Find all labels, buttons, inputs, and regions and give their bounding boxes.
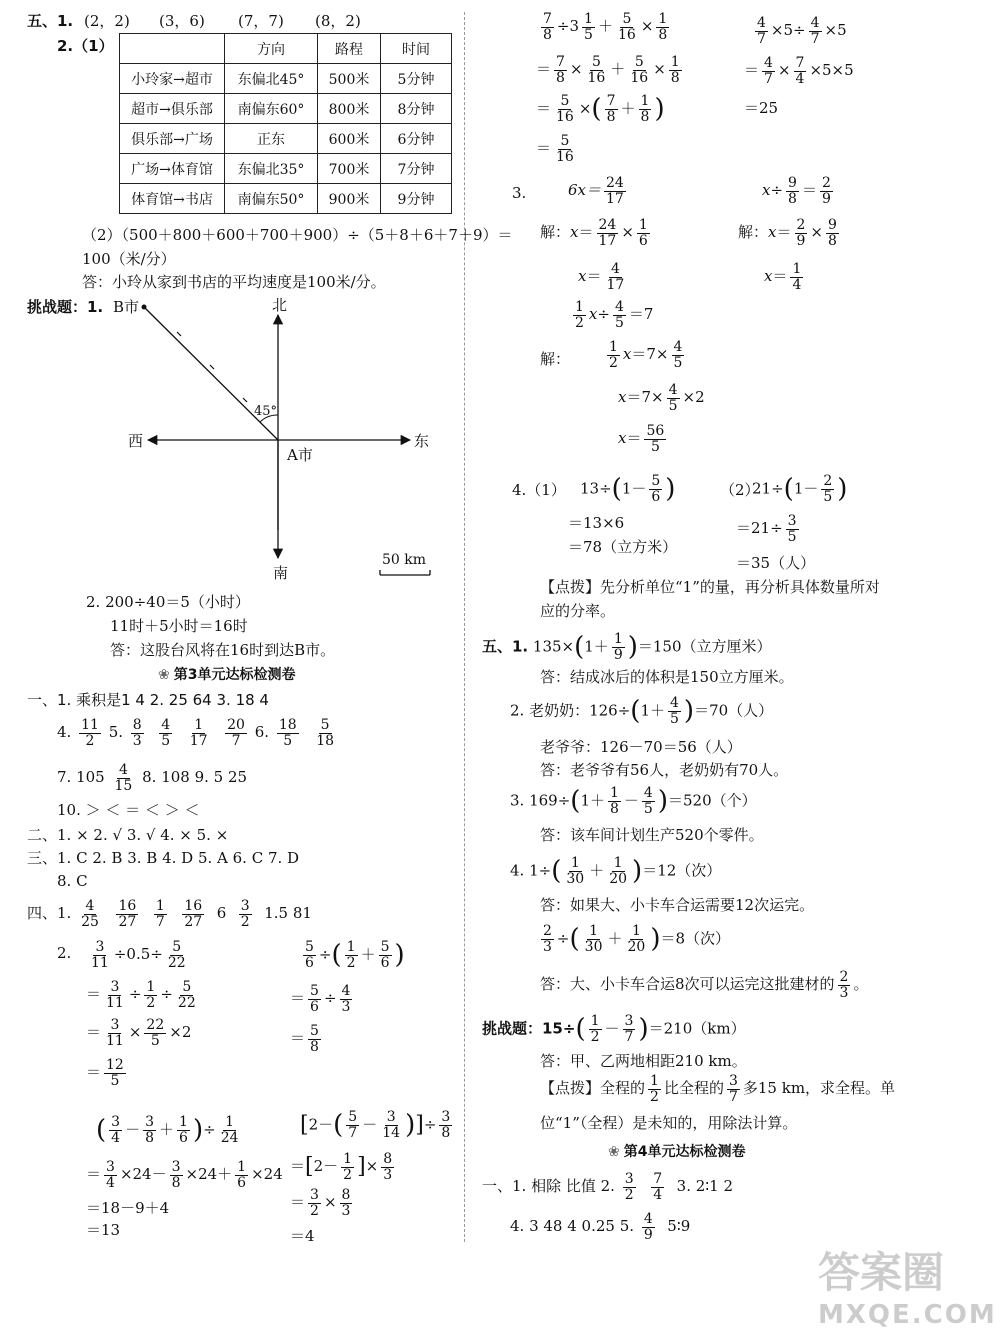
r-s5-2-line2: 老爷爷：126－70＝56（人） [540,738,742,756]
table-cell: 5分钟 [381,64,452,94]
u4-one: 一、1. 相除 比值 2. $\frac{3}{2}$ $\frac{7}{4}$ 3. 2∶1 2 [482,1171,734,1203]
r-q3-label: 3. [512,184,527,202]
result: ＝210（km） [648,1019,746,1038]
table-header-cell [120,34,225,64]
calc-c-line3: ＝18－9＋4 [86,1199,170,1217]
table-cell: 800米 [318,94,381,124]
q7-value: 7. 105 [57,768,105,787]
west-label: 西 [128,432,144,450]
eq1-line3: x＝ $\frac{4}{17}$ [578,261,625,293]
avg-speed-result: 100（米/分） [82,250,176,268]
b-city-point [142,305,147,310]
q-label: 4. [57,723,72,742]
q-text: 5∶9 [667,1217,691,1236]
r-calc-b-line3: ＝25 [744,99,779,117]
eq1-line2: 解：x＝ $\frac{24}{17}$ × $\frac{1}{6}$ [540,217,648,249]
eq3-line4: x＝ $\frac{56}{5}$ [618,423,665,455]
table-cell: 南偏东60° [225,94,318,124]
r-challenge: 挑战题：15÷( $\frac{1}{2}$ － $\frac{3}{7}$ )＝210（km） [482,1013,746,1046]
table-row [120,124,452,154]
u3-one-1: 一、1. 乘积是1 4 2. 25 64 3. 18 4 [27,691,269,709]
unit4-title [608,1144,745,1161]
q-label: 四、1. [27,904,72,923]
table-cell: 9分钟 [381,184,452,214]
result: ＝12（次） [642,861,722,880]
u3-four-1: 四、1. $\frac{4}{25}$ $\frac{16}{27}$ $\frac{1}{7}$ $\frac{16}{27}$ 6 $\frac{3}{2}$ 1.5 81 [27,898,312,930]
table-cell: 小玲家→超市 [120,64,225,94]
calc-a-line1: $\frac{3}{11}$ ÷0.5÷ $\frac{5}{22}$ [91,939,186,971]
table-cell: 正东 [225,124,318,154]
table-cell: 900米 [318,184,381,214]
q-label: 6. [254,723,270,742]
tip2-line2: 位“1”（全程）是未知的，用除法计算。 [540,1114,798,1132]
tip-text: 【点拨】全程的 [540,1079,646,1098]
column-divider [464,12,465,1242]
r-calc-b-line2: ＝ $\frac{4}{7}$ × $\frac{7}{4}$ ×5×5 [744,55,854,87]
result: ＝520（个） [668,791,757,810]
r-s5-4: 4. 1÷( $\frac{1}{30}$ ＋ $\frac{1}{20}$ )＝12（次） [510,855,722,888]
watermark-logo: 答案圈 [818,1248,945,1297]
r-calc-a-line3: ＝ $\frac{5}{16}$ ×( $\frac{7}{8}$ ＋ $\frac{1}{8}$ ) [536,93,665,126]
table-header-cell: 时间 [381,34,452,64]
scale-label: 50 km [382,552,427,568]
r-q4-1-line3: ＝78（立方米） [568,538,678,556]
table-cell: 8分钟 [381,94,452,124]
coord-1: (2，2) [84,12,130,30]
paw-icon: ❀ [158,667,170,683]
path-to-b [144,307,278,440]
east-label: 东 [414,432,430,450]
angle-label: 45° [254,404,278,419]
value: 6 [216,904,227,923]
calc-b-line2: ＝ $\frac{5}{6}$ ÷ $\frac{4}{3}$ [290,983,351,1015]
r-s5-2: 2. 老奶奶：126÷(1＋ $\frac{4}{5}$ )＝70（人） [510,695,774,728]
table-cell: 广场→体育馆 [120,154,225,184]
coord-4: (8，2) [315,12,361,30]
u3-three-1: 三、1. C 2. B 3. B 4. D 5. A 6. C 7. D [27,849,300,867]
calc-c-line4: ＝13 [86,1221,121,1239]
u4-four: 4. 3 48 4 0.25 5. $\frac{4}{9}$ 5∶9 [510,1211,691,1243]
table-cell: 东偏北45° [225,64,318,94]
table-cell: 700米 [318,154,381,184]
result: ＝8（次） [660,929,731,948]
a-city-label: A市 [287,446,313,464]
table-header-cell: 方向 [225,34,318,64]
avg-speed-answer: 答：小玲从家到书店的平均速度是100米/分。 [82,273,386,291]
calc-d-line1: [2－( $\frac{5}{7}$ － $\frac{3}{14}$ )]÷ $\frac{3}{8}$ [300,1109,451,1142]
q-label: 2. 老奶奶：126÷ [510,701,631,720]
q8-9-values: 8. 108 9. 5 25 [142,768,248,787]
r-s5-4b: $\frac{2}{3}$ ÷( $\frac{1}{30}$ ＋ $\frac{1}{20}$ )＝8（次） [543,923,731,956]
calc-b-line1: $\frac{5}{6}$ ÷( $\frac{1}{2}$ ＋ $\frac{5}{6}$ ) [305,939,405,972]
table-cell: 7分钟 [381,154,452,184]
table-cell: 俱乐部→广场 [120,124,225,154]
q-text: 3. 2∶1 2 [676,1177,734,1196]
tip2-line1: 【点拨】全程的 $\frac{1}{2}$ 比全程的 $\frac{3}{7}$ 多15 km，求全程。单 [540,1073,896,1105]
calc-c-line2: ＝ $\frac{3}{4}$ ×24－ $\frac{3}{8}$ ×24＋ $\frac{1}{6}$ ×24 [86,1159,283,1191]
r-s5-3: 3. 169÷(1＋ $\frac{1}{8}$ － $\frac{4}{5}$ )＝520（个） [510,785,757,818]
r-q4-1-line2: ＝13×6 [568,514,625,532]
result: ＝70（人） [694,701,774,720]
solve-label: 解： [540,223,571,242]
watermark-url: MXQE.COM [818,1300,997,1330]
eq3-line1: $\frac{1}{2}$ x÷ $\frac{4}{5}$ ＝7 [575,299,654,331]
table-row [120,94,452,124]
eq2-line3: x＝ $\frac{1}{4}$ [764,261,802,293]
u3-one-10: 10. ＞ ＜ ＝ ＜ ＞ ＜ [57,801,200,819]
table-cell: 南偏东50° [225,184,318,214]
tip-text: 比全程的 [663,1079,724,1098]
eq3-line2: $\frac{1}{2}$ x＝7× $\frac{4}{5}$ [609,339,683,371]
paw-icon: ❀ [608,1144,620,1160]
table-cell: 500米 [318,64,381,94]
r-q4-1-label: 4.（1） [512,481,566,499]
u3-three-2: 8. C [57,872,88,890]
coord-3: (7，7) [238,12,284,30]
tip-text: 多15 km，求全程。单 [742,1079,896,1098]
table-cell: 600米 [318,124,381,154]
table-cell: 超市→俱乐部 [120,94,225,124]
table-cell: 体育馆→书店 [120,184,225,214]
south-label: 南 [273,564,289,582]
typhoon-answer: 答：这股台风将在16时到达B市。 [110,641,336,659]
r-calc-a-line4: ＝ $\frac{5}{16}$ [536,133,574,165]
typhoon-eq: 2. 200÷40＝5（小时） [86,593,250,611]
coord-2: (3，6) [159,12,205,30]
s5-q1-label: 五、1. [27,12,74,30]
q-label: 五、1. [482,637,529,656]
q-text: 4. 3 48 4 0.25 5. [510,1217,635,1236]
eq3-line3: x＝7× $\frac{4}{5}$ ×2 [618,382,705,414]
calc-c-line1: ( $\frac{3}{4}$ － $\frac{3}{8}$ ＋ $\frac{1}{6}$ )÷ $\frac{1}{24}$ [96,1114,239,1147]
scale-ticks [177,332,247,402]
unit3-title [158,667,295,684]
r-s5-4b-answer: 答：大、小卡车合运8次可以运完这批建材的 $\frac{2}{3}$ 。 [540,969,869,1001]
r-q4-2-line2: ＝21÷ $\frac{3}{5}$ [736,513,797,545]
value: 1.5 81 [264,904,312,923]
q-label: 5. [108,723,124,742]
compass-diagram [120,290,440,590]
tip1-line1: 【点拨】先分析单位“1”的量，再分析具体数量所对 [540,578,880,596]
eq1-line1: 6x＝ $\frac{24}{17}$ [568,175,624,207]
r-s5-2-answer: 答：老爷爷有56人，老奶奶有70人。 [540,761,789,779]
r-calc-b-line1: $\frac{4}{7}$ ×5÷ $\frac{4}{7}$ ×5 [757,15,847,47]
table-cell: 东偏北35° [225,154,318,184]
b-city-label: B市 [113,298,140,316]
table-row [120,64,452,94]
r-q4-1-expr: 13÷(1－ $\frac{5}{6}$ ) [580,473,676,506]
calc-a-line2: ＝ $\frac{3}{11}$ ÷ $\frac{1}{2}$ ÷ $\frac{5}{22}$ [86,979,196,1011]
result: ＝150（立方厘米） [637,637,772,656]
r-q4-2-line3: ＝35（人） [736,554,816,572]
r-s5-3-answer: 答：该车间计划生产520个零件。 [540,826,764,844]
q-text: 一、1. 相除 比值 2. [482,1177,615,1196]
calc-d-line2: ＝[2－ $\frac{1}{2}$ ]× $\frac{8}{3}$ [290,1151,393,1183]
typhoon-time: 11时＋5小时＝16时 [110,617,248,635]
challenge-label: 挑战题：1. [27,298,104,316]
r-calc-a-line1: $\frac{7}{8}$ ÷3 $\frac{1}{5}$ ＋ $\frac{5}{16}$ × $\frac{1}{8}$ [543,11,668,43]
avg-speed-equation: （2）（500＋800＋600＋700＋900）÷（5＋8＋6＋7＋9）＝ [82,226,513,244]
calc-b-line3: ＝ $\frac{5}{8}$ [290,1023,319,1055]
u3-one-7to9: 7. 105 $\frac{4}{15}$ 8. 108 9. 5 25 [57,762,248,794]
unit4-title-text: 第4单元达标检测卷 [623,1144,746,1160]
eq2-line1: x÷ $\frac{9}{8}$ ＝ $\frac{2}{9}$ [762,175,831,207]
s5-q2-label: 2.（1） [57,37,114,55]
q-label: 4. 1÷ [510,861,552,880]
table-cell: 6分钟 [381,124,452,154]
answer-text: 答：大、小卡车合运8次可以运完这批建材的 [540,975,835,994]
r-challenge-answer: 答：甲、乙两地相距210 km。 [540,1052,747,1070]
u3-one-4to6: 4. $\frac{11}{2}$ 5. $\frac{8}{3}$ $\frac{4}{5}$ $\frac{1}{17}$ $\frac{20}{7}$ 6. $\frac{18}{5}$ $\frac{5}{18}$ [57,717,335,749]
calc-a-line4: ＝ $\frac{12}{5}$ [86,1057,124,1089]
solve-label: 解： [738,223,769,242]
eq3-solve: 解： [540,350,571,368]
calc-d-line3: ＝ $\frac{3}{2}$ × $\frac{8}{3}$ [290,1187,351,1219]
r-s5-4-answer: 答：如果大、小卡车合运需要12次运完。 [540,896,815,914]
r-s5-1-answer: 答：结成冰后的体积是150立方厘米。 [540,668,794,686]
unit3-title-text: 第3单元达标检测卷 [173,667,296,683]
table-header-row [120,34,452,64]
table-row [120,154,452,184]
calc-d-line4: ＝4 [290,1227,315,1245]
q-label: 挑战题：15÷ [482,1019,576,1038]
tip1-line2: 应的分率。 [540,602,616,620]
u3-four-2-label: 2. [57,944,72,962]
north-label: 北 [272,296,288,314]
q-label: 3. 169÷ [510,791,571,810]
table-header-cell: 路程 [318,34,381,64]
route-table [119,33,452,214]
r-q4-2-expr: 21÷(1－ $\frac{2}{5}$ ) [752,473,848,506]
calc-a-line3: ＝ $\frac{3}{11}$ × $\frac{22}{5}$ ×2 [86,1017,192,1049]
table-row [120,184,452,214]
r-q4-2-label: （2） [720,481,760,499]
r-calc-a-line2: ＝ $\frac{7}{8}$ × $\frac{5}{16}$ ＋ $\frac{5}{16}$ × $\frac{1}{8}$ [536,54,680,86]
r-s5-1: 五、1. 135×(1＋ $\frac{1}{9}$ )＝150（立方厘米） [482,631,772,664]
eq2-line2: 解：x＝ $\frac{2}{9}$ × $\frac{9}{8}$ [738,217,837,249]
u3-two: 二、1. × 2. √ 3. √ 4. × 5. × [27,826,229,844]
